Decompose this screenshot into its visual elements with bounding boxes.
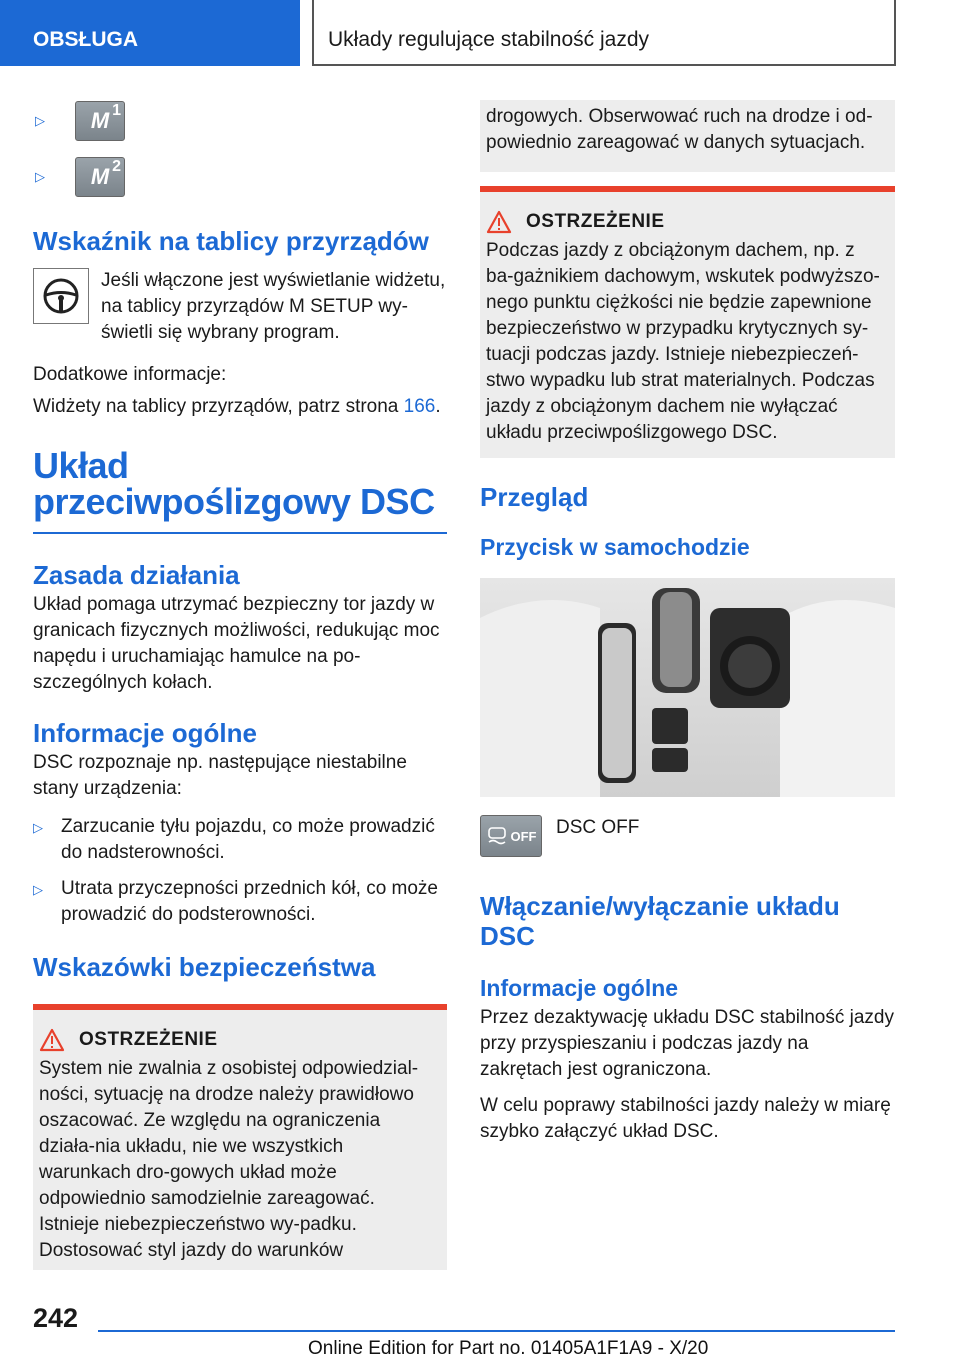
center-console-photo [480, 578, 895, 797]
warning-header: OSTRZEŻENIE [39, 1028, 439, 1052]
warning-box-continued [480, 100, 895, 172]
dsc-off-block [480, 815, 895, 857]
steering-wheel-icon [33, 268, 89, 324]
page-number: 242 [33, 1303, 79, 1333]
section-tab: OBSŁUGA [0, 0, 300, 66]
bullet-triangle-icon: ▷ [33, 820, 43, 835]
warning-box [33, 1004, 447, 1270]
edition-text: Online Edition for Part no. 01405A1F1A9 - X/20 [308, 1338, 709, 1359]
overview-heading: Przegląd [480, 482, 589, 512]
bullet-item: ▷ Utrata przyczepności przednich kół, co może prowadzić do podsterowności. [33, 876, 447, 928]
toggle-heading: Włączanie/wyłączanie układu DSC [480, 891, 840, 951]
bullet-item: ▷ Zarzucanie tyłu pojazdu, co może prowadzić do nadsterowności. [33, 814, 447, 866]
principle-text: Układ pomaga utrzymać bezpieczny tor jazdy w granicach fizycznych możliwości, redukując moc napędu i uruchamiając hamulce na po-szczególnych kołach. [33, 594, 440, 693]
safety-heading: Wskazówki bezpieczeństwa [33, 952, 376, 982]
left-column [33, 100, 447, 1270]
additional-info-label: Dodatkowe informacje: [33, 364, 227, 385]
indicator-text: Jeśli włączone jest wyświetlanie widżetu, na tablicy przyrządów M SETUP wy-świetli się wybrany program. [101, 270, 446, 343]
general-heading: Informacje ogólne [33, 718, 257, 748]
title-divider [33, 532, 447, 534]
general2-text1: Przez dezaktywację układu DSC stabilność jazdy przy przyspieszaniu i podczas jazdy na zakrętach jest ograniczona. [480, 1007, 894, 1080]
warning-text: System nie zwalnia z osobistej odpowiedzial-ności, sytuację na drodze należy prawidłowo oszacować. Ze względu na ograniczenia działa-nia układu, nie we wszystkich warunkach dro-gowych układ może odpowiednio samodzielnie zareagować. Istnieje niebezpieczeństwo wy-padku. Dostosować styl jazdy do warunków [39, 1058, 419, 1261]
warning-triangle-icon [39, 1028, 65, 1052]
page-link[interactable]: 166 [403, 396, 436, 417]
page-header [0, 0, 960, 66]
indicator-block [33, 268, 447, 346]
bullet-triangle-icon: ▷ [33, 882, 43, 897]
footer-divider [98, 1330, 895, 1332]
dsc-off-label: DSC OFF [556, 817, 640, 838]
widgets-reference: Widżety na tablicy przyrządów, patrz strona 166. [33, 396, 441, 417]
warning2-text: Podczas jazdy z obciążonym dachem, np. z ba-gażnikiem dachowym, wskutek podwyższo-nego punktu ciężkości nie będzie zapewnione bezpieczeństwo w przypadku krytycznych sy-tuacji podczas jazdy. Istnieje niebezpieczeń-stwo wypadku lub strat materialnych. Podczas jazdy z obciążonym dachem nie wyłączać układu przeciwpoślizgowego DSC. [486, 240, 880, 443]
principle-heading: Zasada działania [33, 560, 240, 590]
warning-header: OSTRZEŻENIE [486, 210, 887, 234]
chapter-title: Układy regulujące stabilność jazdy [312, 0, 896, 66]
m1-button-icon: M 1 [75, 101, 125, 141]
dsc-off-button-icon: OFF [480, 815, 542, 857]
general-text: DSC rozpoznaje np. następujące niestabilne stany urządzenia: [33, 752, 407, 799]
warning-triangle-icon [486, 210, 512, 234]
indicator-heading: Wskaźnik na tablicy przyrządów [33, 226, 429, 256]
m2-button-icon: M 2 [75, 157, 125, 197]
right-column [480, 100, 895, 1145]
m1-item [33, 100, 447, 142]
bullet-triangle-icon: ▷ [35, 169, 45, 184]
warning-box-roof [480, 186, 895, 458]
general2-heading: Informacje ogólne [480, 975, 679, 1001]
dsc-title: Układ przeciwpoślizgowy DSC [33, 445, 435, 522]
general2-text2: W celu poprawy stabilności jazdy należy w miarę szybko załączyć układ DSC. [480, 1095, 891, 1142]
warning-continued-text: drogowych. Obserwować ruch na drodze i od-powiednio zareagować w danych sytuacjach. [486, 106, 873, 153]
bullet-triangle-icon: ▷ [35, 113, 45, 128]
m2-item [33, 156, 447, 198]
button-heading: Przycisk w samochodzie [480, 534, 750, 560]
